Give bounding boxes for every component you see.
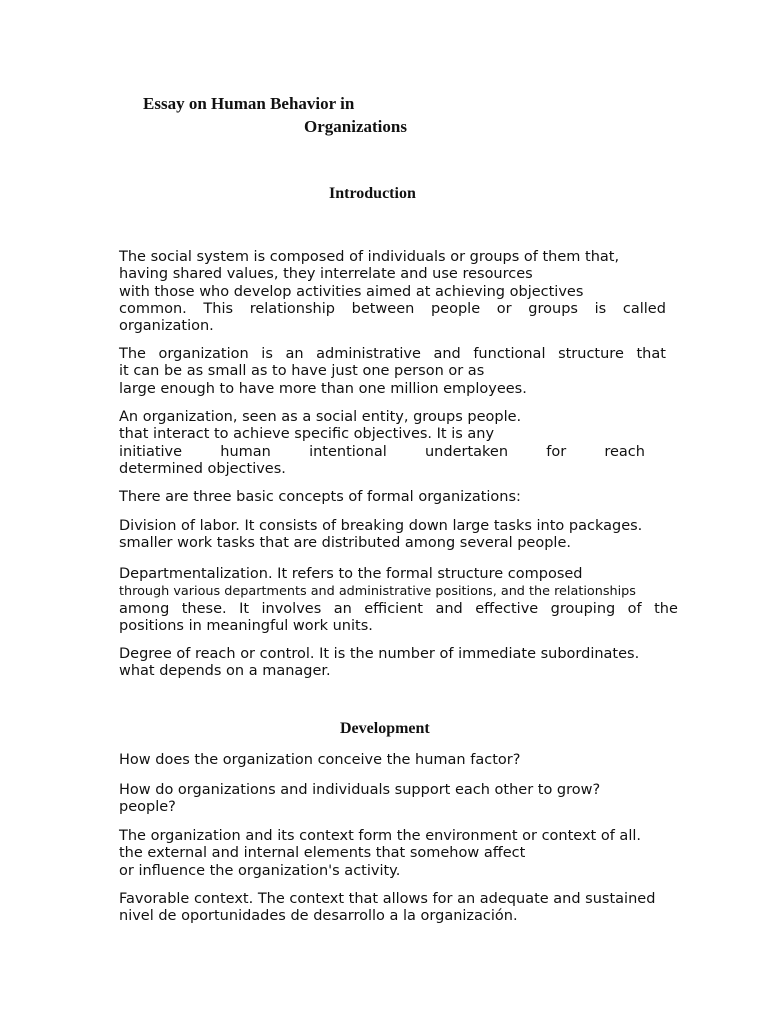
word: called bbox=[622, 300, 666, 317]
paragraph-line: what depends on a manager. bbox=[119, 663, 331, 680]
paragraph-line: How does the organization conceive the human factor? bbox=[119, 752, 521, 768]
word: administrative bbox=[316, 346, 421, 362]
paragraph-line: organization. bbox=[119, 318, 214, 335]
word: that bbox=[636, 346, 666, 362]
word: effective bbox=[475, 600, 539, 617]
paragraph-line: nivel de oportunidades de desarrollo a la organización. bbox=[119, 908, 518, 925]
paragraph-line: people? bbox=[119, 799, 176, 816]
paragraph-support-question bbox=[119, 782, 679, 817]
word: for bbox=[546, 443, 567, 460]
heading-introduction: Introduction bbox=[329, 185, 416, 202]
word: or bbox=[496, 300, 512, 317]
paragraph-line: smaller work tasks that are distributed among several people. bbox=[119, 535, 571, 552]
word: relationship bbox=[249, 300, 335, 317]
paragraph-line: or influence the organization's activity. bbox=[119, 862, 401, 879]
word: and bbox=[435, 600, 463, 617]
paragraph-line: Division of labor. It consists of breaking down large tasks into packages. bbox=[119, 518, 643, 534]
paragraph-line bbox=[119, 346, 666, 363]
paragraph-degree-of-reach bbox=[119, 646, 679, 681]
paragraph-line bbox=[119, 301, 666, 318]
word: common. bbox=[119, 300, 187, 317]
paragraph-organization-structure bbox=[119, 346, 666, 398]
paragraph-line: The organization and its context form the environment or context of all. bbox=[119, 828, 641, 844]
paragraph-line: through various departments and administrative positions, and the relationships bbox=[119, 584, 636, 600]
paragraph-line: An organization, seen as a social entity, groups people. bbox=[119, 409, 522, 425]
word: people bbox=[430, 300, 481, 317]
paragraph-line bbox=[119, 601, 678, 618]
word: is bbox=[594, 300, 607, 317]
word: between bbox=[351, 300, 415, 317]
paragraph-line: There are three basic concepts of formal organizations: bbox=[119, 489, 521, 505]
document-title-line-2: Organizations bbox=[304, 117, 407, 136]
paragraph-line: it can be as small as to have just one person or as bbox=[119, 363, 485, 380]
word: is bbox=[261, 346, 273, 362]
word: It bbox=[239, 600, 250, 617]
paragraph-line bbox=[119, 444, 645, 461]
paragraph-line: having shared values, they interrelate and use resources bbox=[119, 266, 533, 283]
word: structure bbox=[558, 346, 624, 362]
word: reach bbox=[604, 443, 645, 460]
word: an bbox=[333, 600, 352, 617]
word: human bbox=[220, 443, 271, 460]
word: and bbox=[433, 346, 461, 362]
word: groups bbox=[528, 300, 578, 317]
word: functional bbox=[473, 346, 546, 362]
paragraph-line: Degree of reach or control. It is the number of immediate subordinates. bbox=[119, 646, 640, 662]
paragraph-line: that interact to achieve specific objectives. It is any bbox=[119, 426, 495, 443]
word: among bbox=[119, 600, 170, 617]
heading-development: Development bbox=[340, 720, 430, 737]
paragraph-line: The social system is composed of individuals or groups of them that, bbox=[119, 249, 620, 265]
word: involves bbox=[261, 600, 322, 617]
paragraph-line: How do organizations and individuals support each other to grow? bbox=[119, 782, 601, 798]
paragraph-organization-context bbox=[119, 828, 679, 880]
word: efficient bbox=[364, 600, 423, 617]
word: intentional bbox=[309, 443, 387, 460]
paragraph-three-concepts bbox=[119, 489, 679, 506]
paragraph-social-entity bbox=[119, 409, 645, 478]
word: an bbox=[285, 346, 304, 362]
word: these. bbox=[181, 600, 227, 617]
word: undertaken bbox=[424, 443, 509, 460]
paragraph-human-factor-question bbox=[119, 752, 679, 769]
paragraph-line: large enough to have more than one million employees. bbox=[119, 380, 527, 397]
word: grouping bbox=[550, 600, 616, 617]
paragraph-line: Favorable context. The context that allows for an adequate and sustained bbox=[119, 891, 656, 907]
word: the bbox=[654, 600, 678, 617]
word: initiative bbox=[119, 443, 183, 460]
paragraph-favorable-context bbox=[119, 891, 679, 926]
paragraph-departmentalization bbox=[119, 566, 678, 635]
paragraph-line: Departmentalization. It refers to the formal structure composed bbox=[119, 566, 583, 582]
paragraph-division-of-labor bbox=[119, 518, 679, 553]
paragraph-line: with those who develop activities aimed at achieving objectives bbox=[119, 283, 584, 300]
word: The bbox=[119, 346, 146, 362]
word: This bbox=[203, 300, 234, 317]
paragraph-line: positions in meaningful work units. bbox=[119, 617, 373, 634]
paragraph-social-system bbox=[119, 249, 666, 335]
document-title-line-1: Essay on Human Behavior in bbox=[143, 94, 355, 113]
word: of bbox=[627, 600, 642, 617]
paragraph-line: the external and internal elements that somehow affect bbox=[119, 845, 526, 862]
paragraph-line: determined objectives. bbox=[119, 460, 286, 477]
word: organization bbox=[158, 346, 249, 362]
